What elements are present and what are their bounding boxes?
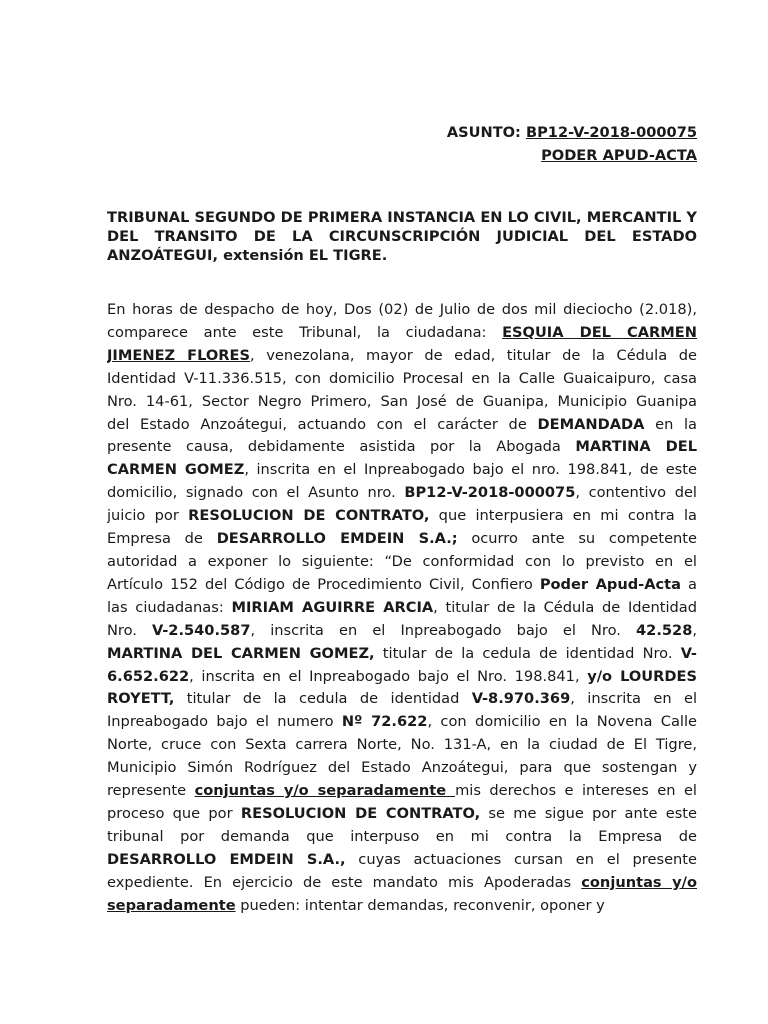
body-line: las ciudadanas: MIRIAM AGUIRRE ARCIA, titular de la Cédula de Identidad [107,598,697,616]
body-line: autoridad a exponer lo siguiente: “De conformidad con lo previsto en el [107,552,697,570]
body-line: 6.652.622, inscrita en el Inpreabogado bajo el Nro. 198.841, y/o LOURDES [107,667,697,685]
body-line: Inpreabogado bajo el numero Nº 72.622, con domicilio en la Novena Calle [107,713,697,731]
body-line: DESARROLLO EMDEIN S.A., cuyas actuaciones cursan en el presente [107,850,697,868]
body-line: CARMEN GOMEZ, inscrita en el Inpreabogado bajo el nro. 198.841, de este [107,461,697,479]
body-line: Empresa de DESARROLLO EMDEIN S.A.; ocurro ante su competente [107,530,697,548]
body-line: En horas de despacho de hoy, Dos (02) de Julio de dos mil dieciocho (2.018), [107,301,697,318]
body-line: juicio por RESOLUCION DE CONTRATO, que interpusiera en mi contra la [107,507,697,525]
body-line: Nro. 14-61, Sector Negro Primero, San José de Guanipa, Municipio Guanipa [107,392,697,410]
body-line: MARTINA DEL CARMEN GOMEZ, titular de la cedula de identidad Nro. V- [107,644,697,662]
body-line: expediente. En ejercicio de este mandato mis Apoderadas conjuntas y/o [107,873,697,891]
body-line: comparece ante este Tribunal, la ciudadana: ESQUIA DEL CARMEN [107,323,697,341]
body-line: presente causa, debidamente asistida por la Abogada MARTINA DEL [107,438,697,456]
body-line: domicilio, signado con el Asunto nro. BP12-V-2018-000075, contentivo del [107,484,697,502]
body-line: Nro. V-2.540.587, inscrita en el Inpreabogado bajo el Nro. 42.528, [107,621,697,639]
body-line: ROYETT, titular de la cedula de identidad V-8.970.369, inscrita en el [107,690,697,708]
body-line: Artículo 152 del Código de Procedimiento Civil, Confiero Poder Apud-Acta a [107,575,697,593]
asunto-header [447,121,697,167]
tribunal-heading: TRIBUNAL SEGUNDO DE PRIMERA INSTANCIA EN LO CIVIL, MERCANTIL Y DEL TRANSITO DE LA CIRCUNSCRIPCIÓN JUDICIAL DEL ESTADO ANZOÁTEGUI, extensión EL TIGRE. [107,209,697,264]
body-line: Identidad V-11.336.515, con domicilio Procesal en la Calle Guaicaipuro, casa [107,369,697,387]
body-line: tribunal por demanda que interpuso en mi contra la Empresa de [107,827,697,845]
body-line: represente conjuntas y/o separadamente mis derechos e intereses en el [107,782,697,800]
body-line: Municipio Simón Rodríguez del Estado Anzoátegui, para que sostengan y [107,759,697,777]
body-line: del Estado Anzoátegui, actuando con el carácter de DEMANDADA en la [107,415,697,433]
body-paragraph [107,299,697,917]
body-line: separadamente pueden: intentar demandas, reconvenir, oponer y [107,896,605,914]
body-line: JIMENEZ FLORES, venezolana, mayor de edad, titular de la Cédula de [107,346,697,364]
body-line: Norte, cruce con Sexta carrera Norte, No. 131-A, en la ciudad de El Tigre, [107,736,697,754]
asunto-code: BP12-V-2018-000075 [525,124,697,141]
body-line: proceso que por RESOLUCION DE CONTRATO, se me sigue por ante este [107,804,697,822]
asunto-label: ASUNTO: [446,124,526,141]
asunto-line [447,121,697,144]
doc-type: PODER APUD-ACTA [541,147,697,164]
